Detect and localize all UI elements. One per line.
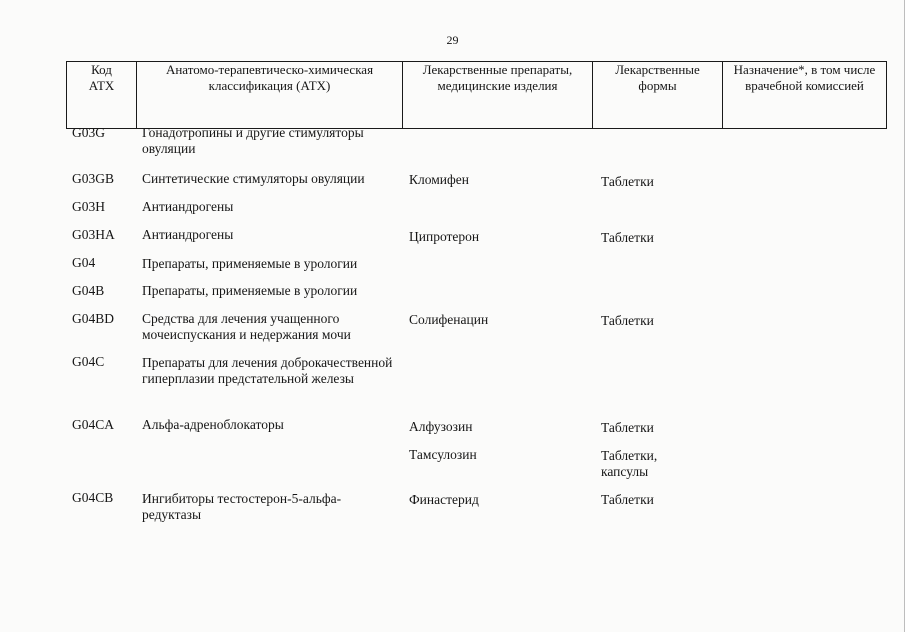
header-drugs: Лекарственные препараты, медицинские изделия bbox=[403, 62, 593, 129]
row-code: G03G bbox=[72, 125, 105, 140]
row-form: Таблетки bbox=[601, 230, 654, 245]
header-forms: Лекарственные формы bbox=[593, 62, 723, 129]
row-name: Средства для лечения учащенного мочеиспускания и недержания мочи bbox=[142, 311, 351, 342]
row-code: G03GB bbox=[72, 171, 115, 186]
row-name: Альфа-адреноблокаторы bbox=[142, 417, 284, 432]
row-form: Таблетки bbox=[601, 313, 654, 328]
row-form: Таблетки bbox=[601, 174, 654, 189]
row-form: Таблетки bbox=[601, 492, 654, 507]
row-name: Препараты, применяемые в урологии bbox=[142, 283, 358, 298]
row-drug: Ципротерон bbox=[409, 229, 480, 244]
row-name: Синтетические стимуляторы овуляции bbox=[142, 171, 365, 186]
row-name: Ингибиторы тестостерон-5-альфа-редуктазы bbox=[142, 491, 342, 522]
row-code: G04CA bbox=[72, 417, 115, 432]
row-code: G04BD bbox=[72, 311, 115, 326]
row-drug: Финастерид bbox=[409, 492, 479, 507]
row-form: Таблетки, капсулы bbox=[601, 448, 658, 479]
header-classification: Анатомо-терапевтическо-химическая классификация (АТХ) bbox=[137, 62, 403, 129]
row-drug: Алфузозин bbox=[409, 419, 473, 434]
row-drug: Тамсулозин bbox=[409, 447, 477, 462]
row-name: Антиандрогены bbox=[142, 227, 234, 242]
table-header bbox=[66, 61, 887, 129]
header-purpose: Назначение*, в том числе врачебной комиссией bbox=[723, 62, 887, 129]
header-code: Код АТХ bbox=[67, 62, 137, 129]
row-drug: Кломифен bbox=[409, 172, 469, 187]
row-name: Препараты для лечения доброкачественной гиперплазии предстательной железы bbox=[142, 355, 393, 386]
row-form: Таблетки bbox=[601, 420, 654, 435]
page-number: 29 bbox=[446, 33, 459, 47]
row-name: Препараты, применяемые в урологии bbox=[142, 256, 358, 271]
row-code: G04B bbox=[72, 283, 105, 298]
row-code: G03HA bbox=[72, 227, 115, 242]
row-code: G03H bbox=[72, 199, 105, 214]
row-code: G04 bbox=[72, 255, 96, 270]
row-drug: Солифенацин bbox=[409, 312, 489, 327]
row-name: Гонадотропины и другие стимуляторы овуляции bbox=[142, 125, 364, 156]
row-code: G04CB bbox=[72, 490, 114, 505]
row-code: G04C bbox=[72, 354, 105, 369]
row-name: Антиандрогены bbox=[142, 199, 234, 214]
